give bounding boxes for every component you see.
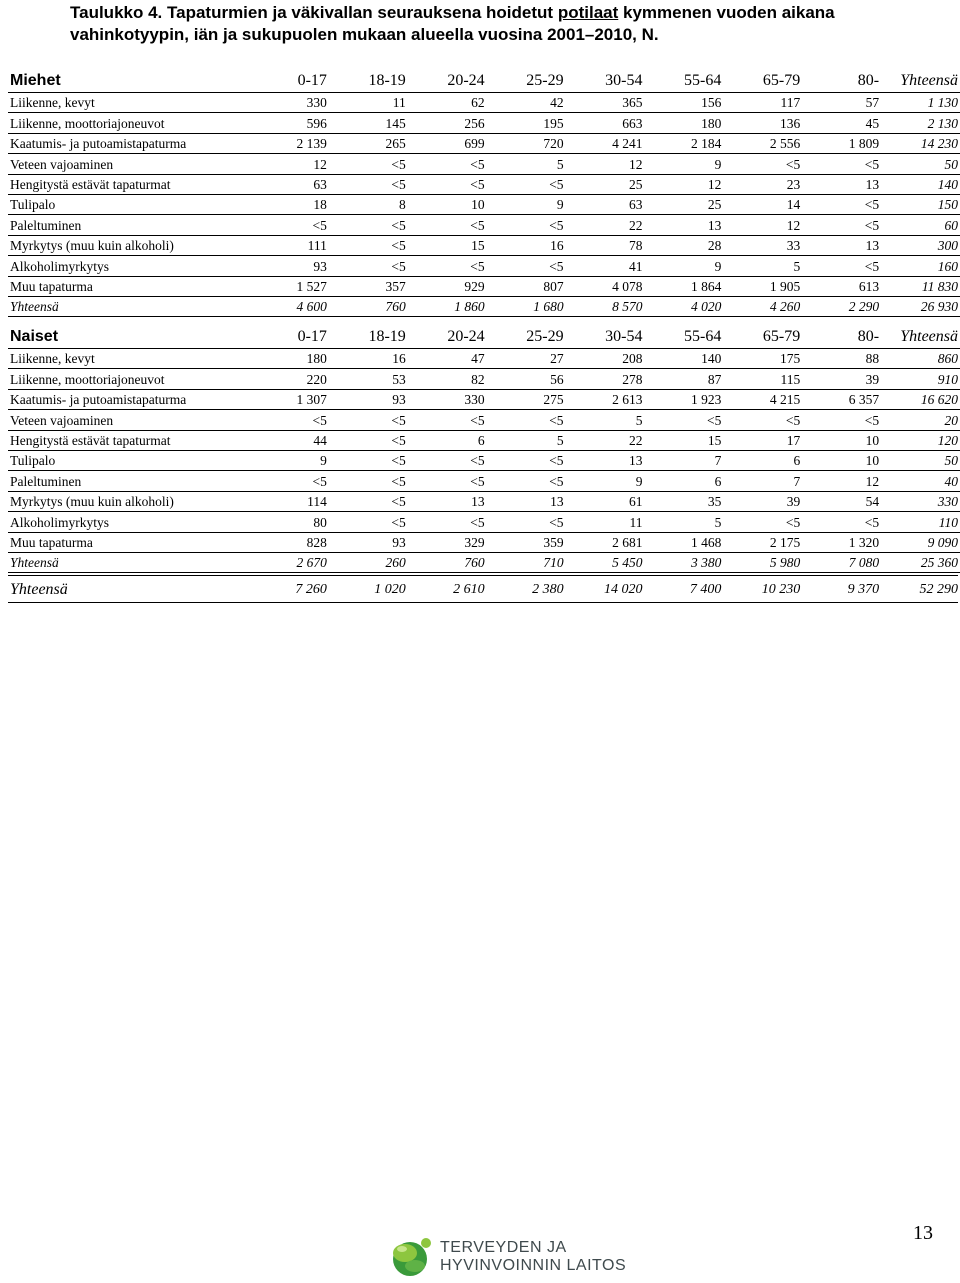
table-cell: <5 bbox=[258, 410, 337, 430]
table-cell: 910 bbox=[889, 369, 960, 389]
table-cell: 12 bbox=[810, 471, 889, 491]
table-cell: <5 bbox=[416, 450, 495, 470]
row-label: Liikenne, kevyt bbox=[8, 93, 258, 113]
grand-total-bottom-rule bbox=[8, 602, 958, 603]
table-row bbox=[8, 113, 960, 133]
table-cell: 88 bbox=[810, 349, 889, 369]
table-cell: 330 bbox=[416, 389, 495, 409]
table-cell: 61 bbox=[574, 491, 653, 511]
table-cell: 47 bbox=[416, 349, 495, 369]
table-cell: 60 bbox=[889, 215, 960, 235]
table-cell: 18-19 bbox=[337, 68, 416, 93]
table-cell: 2 184 bbox=[652, 133, 731, 153]
table-cell: <5 bbox=[258, 471, 337, 491]
table-cell: 208 bbox=[574, 349, 653, 369]
table-cell: 828 bbox=[258, 532, 337, 552]
table-cell: <5 bbox=[810, 256, 889, 276]
table-cell: 4 260 bbox=[731, 296, 810, 316]
table-cell: 0-17 bbox=[258, 68, 337, 93]
table-cell: 13 bbox=[810, 174, 889, 194]
table-cell: <5 bbox=[495, 512, 574, 532]
thl-logo-line1: TERVEYDEN JA bbox=[440, 1239, 567, 1256]
table-cell: 7 bbox=[731, 471, 810, 491]
table-cell: 26 930 bbox=[889, 296, 960, 316]
table-cell: 2 130 bbox=[889, 113, 960, 133]
table-cell: 18 bbox=[258, 194, 337, 214]
table-cell: 5 bbox=[495, 154, 574, 174]
table-cell: <5 bbox=[731, 154, 810, 174]
table-row bbox=[8, 154, 960, 174]
table-cell: 11 bbox=[574, 512, 653, 532]
table-cell: 12 bbox=[258, 154, 337, 174]
table-cell: 22 bbox=[574, 215, 653, 235]
table-cell: <5 bbox=[337, 430, 416, 450]
table-cell: 65-79 bbox=[731, 324, 810, 349]
table-cell: 4 215 bbox=[731, 389, 810, 409]
table-cell: 16 bbox=[337, 349, 416, 369]
row-label: Alkoholimyrkytys bbox=[8, 512, 258, 532]
table-cell: 195 bbox=[495, 113, 574, 133]
table-cell: 55-64 bbox=[652, 324, 731, 349]
table-cell: <5 bbox=[495, 450, 574, 470]
table-cell: 20-24 bbox=[416, 68, 495, 93]
table-cell: 663 bbox=[574, 113, 653, 133]
table-cell: 28 bbox=[652, 235, 731, 255]
row-label: Yhteensä bbox=[8, 296, 258, 316]
table-cell: 265 bbox=[337, 133, 416, 153]
table-cell: <5 bbox=[337, 235, 416, 255]
table-cell: 78 bbox=[574, 235, 653, 255]
table-cell: 7 080 bbox=[810, 552, 889, 572]
table-cell: 114 bbox=[258, 491, 337, 511]
table-title bbox=[70, 2, 950, 46]
table-cell: 330 bbox=[889, 491, 960, 511]
table-cell: 6 bbox=[416, 430, 495, 450]
table-cell: 1 307 bbox=[258, 389, 337, 409]
table-cell: 13 bbox=[574, 450, 653, 470]
table-cell: 5 bbox=[652, 512, 731, 532]
table-row bbox=[8, 194, 960, 214]
table-cell: 699 bbox=[416, 133, 495, 153]
table-row bbox=[8, 532, 960, 552]
table-row bbox=[8, 256, 960, 276]
table-cell: 5 bbox=[574, 410, 653, 430]
table-cell: 136 bbox=[731, 113, 810, 133]
table-row bbox=[8, 389, 960, 409]
table-cell: 760 bbox=[337, 296, 416, 316]
table-cell: <5 bbox=[337, 512, 416, 532]
table-cell: <5 bbox=[337, 215, 416, 235]
table-cell: 175 bbox=[731, 349, 810, 369]
table-cell: 1 905 bbox=[731, 276, 810, 296]
table-cell: 120 bbox=[889, 430, 960, 450]
table-cell: 115 bbox=[731, 369, 810, 389]
table-cell: 111 bbox=[258, 235, 337, 255]
table-row bbox=[8, 235, 960, 255]
table-cell: 6 bbox=[731, 450, 810, 470]
table-cell: 14 230 bbox=[889, 133, 960, 153]
table-cell: 25-29 bbox=[495, 68, 574, 93]
table-cell: 10 bbox=[810, 430, 889, 450]
table-cell: 15 bbox=[652, 430, 731, 450]
table-cell: 9 090 bbox=[889, 532, 960, 552]
table-cell: 150 bbox=[889, 194, 960, 214]
table-cell: 1 864 bbox=[652, 276, 731, 296]
table-cell: 13 bbox=[652, 215, 731, 235]
table-cell: 8 570 bbox=[574, 296, 653, 316]
table-cell: 30-54 bbox=[574, 324, 653, 349]
table-cell: <5 bbox=[416, 256, 495, 276]
table-cell: 357 bbox=[337, 276, 416, 296]
table-cell: 220 bbox=[258, 369, 337, 389]
table-cell: <5 bbox=[416, 512, 495, 532]
row-label: Liikenne, moottoriajoneuvot bbox=[8, 369, 258, 389]
table-cell: 260 bbox=[337, 552, 416, 572]
table-cell: 140 bbox=[889, 174, 960, 194]
table-cell: <5 bbox=[416, 154, 495, 174]
table-cell: 329 bbox=[416, 532, 495, 552]
table-cell: <5 bbox=[258, 215, 337, 235]
row-label: Hengitystä estävät tapaturmat bbox=[8, 174, 258, 194]
table-cell: 2 139 bbox=[258, 133, 337, 153]
grand-total-cell: 7 260 bbox=[295, 582, 327, 597]
table-cell: 63 bbox=[258, 174, 337, 194]
row-label: Myrkytys (muu kuin alkoholi) bbox=[8, 491, 258, 511]
table-cell: 93 bbox=[337, 389, 416, 409]
row-label: Veteen vajoaminen bbox=[8, 154, 258, 174]
table-cell: 5 bbox=[495, 430, 574, 450]
table-cell: 45 bbox=[810, 113, 889, 133]
table-cell: 4 600 bbox=[258, 296, 337, 316]
table-cell: 145 bbox=[337, 113, 416, 133]
table-cell: 278 bbox=[574, 369, 653, 389]
table-cell: <5 bbox=[495, 471, 574, 491]
table-cell: <5 bbox=[495, 256, 574, 276]
grand-total-label: Yhteensä bbox=[10, 581, 68, 598]
table-cell: 57 bbox=[810, 93, 889, 113]
row-label: Yhteensä bbox=[8, 552, 258, 572]
table-row bbox=[8, 410, 960, 430]
table-cell: 9 bbox=[652, 256, 731, 276]
table-cell: 6 357 bbox=[810, 389, 889, 409]
table-cell: 330 bbox=[258, 93, 337, 113]
table-cell: 25 bbox=[652, 194, 731, 214]
row-label: Kaatumis- ja putoamistapaturma bbox=[8, 389, 258, 409]
table-cell: <5 bbox=[337, 410, 416, 430]
table-cell: 17 bbox=[731, 430, 810, 450]
table-cell: 4 078 bbox=[574, 276, 653, 296]
table-cell: 12 bbox=[574, 154, 653, 174]
row-label: Paleltuminen bbox=[8, 215, 258, 235]
table-cell: 12 bbox=[652, 174, 731, 194]
table-cell: 807 bbox=[495, 276, 574, 296]
table-cell: 7 bbox=[652, 450, 731, 470]
table-cell: <5 bbox=[416, 174, 495, 194]
grand-total-cell: 2 610 bbox=[453, 582, 485, 597]
table-cell: 2 613 bbox=[574, 389, 653, 409]
table-cell: 12 bbox=[731, 215, 810, 235]
grand-total-table bbox=[8, 577, 960, 603]
grand-total-top-rule bbox=[8, 575, 958, 576]
row-label: Alkoholimyrkytys bbox=[8, 256, 258, 276]
table-title-underlined: potilaat bbox=[557, 3, 619, 22]
row-label: Paleltuminen bbox=[8, 471, 258, 491]
table-cell: 110 bbox=[889, 512, 960, 532]
grand-total-cell: 2 380 bbox=[532, 582, 564, 597]
table-cell: 1 320 bbox=[810, 532, 889, 552]
table-cell: 300 bbox=[889, 235, 960, 255]
table-cell: <5 bbox=[810, 154, 889, 174]
table-cell: 4 020 bbox=[652, 296, 731, 316]
page-number: 13 bbox=[913, 1222, 933, 1244]
table-cell: <5 bbox=[495, 174, 574, 194]
table-cell: 82 bbox=[416, 369, 495, 389]
table-cell: 13 bbox=[495, 491, 574, 511]
table-row bbox=[8, 349, 960, 369]
table-total-row bbox=[8, 552, 960, 572]
thl-logo-text bbox=[440, 1239, 626, 1275]
table-cell: <5 bbox=[337, 471, 416, 491]
table-cell: <5 bbox=[337, 256, 416, 276]
table-cell: <5 bbox=[810, 512, 889, 532]
table-title-part1: Taulukko 4. Tapaturmien ja väkivallan seurauksena hoidetut bbox=[70, 3, 558, 22]
table-cell: <5 bbox=[495, 215, 574, 235]
table-cell: 1 130 bbox=[889, 93, 960, 113]
table-cell: 160 bbox=[889, 256, 960, 276]
table-cell: 3 380 bbox=[652, 552, 731, 572]
table-cell: 80 bbox=[258, 512, 337, 532]
table-cell: 40 bbox=[889, 471, 960, 491]
table-cell: 1 468 bbox=[652, 532, 731, 552]
table-cell: Yhteensä bbox=[889, 68, 960, 93]
table-cell: <5 bbox=[337, 450, 416, 470]
grand-total-row bbox=[8, 577, 960, 603]
table-cell: 256 bbox=[416, 113, 495, 133]
table-cell: 14 bbox=[731, 194, 810, 214]
row-label: Myrkytys (muu kuin alkoholi) bbox=[8, 235, 258, 255]
table-cell: 8 bbox=[337, 194, 416, 214]
table-cell: 13 bbox=[416, 491, 495, 511]
table-cell: <5 bbox=[810, 194, 889, 214]
table-cell: 22 bbox=[574, 430, 653, 450]
row-label: Hengitystä estävät tapaturmat bbox=[8, 430, 258, 450]
table-cell: <5 bbox=[337, 491, 416, 511]
table-cell: 720 bbox=[495, 133, 574, 153]
table-cell: 156 bbox=[652, 93, 731, 113]
table-cell: 56 bbox=[495, 369, 574, 389]
table-cell: 54 bbox=[810, 491, 889, 511]
table-cell: 1 527 bbox=[258, 276, 337, 296]
table-cell: 27 bbox=[495, 349, 574, 369]
table-cell: 93 bbox=[258, 256, 337, 276]
table-cell: 35 bbox=[652, 491, 731, 511]
table-cell: 5 980 bbox=[731, 552, 810, 572]
table-cell: 180 bbox=[258, 349, 337, 369]
table-cell: 33 bbox=[731, 235, 810, 255]
table-cell: 93 bbox=[337, 532, 416, 552]
table-cell: 10 bbox=[416, 194, 495, 214]
table-row bbox=[8, 93, 960, 113]
table-row bbox=[8, 430, 960, 450]
table-cell: 4 241 bbox=[574, 133, 653, 153]
table-cell: <5 bbox=[416, 410, 495, 430]
table-row bbox=[8, 276, 960, 296]
table-total-row bbox=[8, 296, 960, 316]
table-cell: <5 bbox=[810, 410, 889, 430]
table-cell: 11 bbox=[337, 93, 416, 113]
table-cell: 613 bbox=[810, 276, 889, 296]
row-label: Liikenne, kevyt bbox=[8, 349, 258, 369]
table-cell: 13 bbox=[810, 235, 889, 255]
table-cell: 23 bbox=[731, 174, 810, 194]
table-row bbox=[8, 512, 960, 532]
table-cell: 53 bbox=[337, 369, 416, 389]
table-cell: 44 bbox=[258, 430, 337, 450]
table-cell: <5 bbox=[731, 512, 810, 532]
table-cell: 80- bbox=[810, 68, 889, 93]
table-cell: 5 450 bbox=[574, 552, 653, 572]
thl-logo bbox=[388, 1235, 648, 1281]
table-cell: 50 bbox=[889, 450, 960, 470]
table-cell: 63 bbox=[574, 194, 653, 214]
table-cell: 2 681 bbox=[574, 532, 653, 552]
table-cell: 39 bbox=[731, 491, 810, 511]
table-cell: 16 bbox=[495, 235, 574, 255]
table-cell: <5 bbox=[337, 154, 416, 174]
table-cell: 1 860 bbox=[416, 296, 495, 316]
grand-total-cell: 10 230 bbox=[761, 582, 801, 597]
row-label: Veteen vajoaminen bbox=[8, 410, 258, 430]
table-cell: 25 bbox=[574, 174, 653, 194]
row-label: Muu tapaturma bbox=[8, 532, 258, 552]
table-cell: 596 bbox=[258, 113, 337, 133]
table-cell: 710 bbox=[495, 552, 574, 572]
table-header-row bbox=[8, 68, 960, 93]
row-label: Tulipalo bbox=[8, 194, 258, 214]
table-cell: 2 175 bbox=[731, 532, 810, 552]
table-row bbox=[8, 133, 960, 153]
row-label: Tulipalo bbox=[8, 450, 258, 470]
table-cell: 80- bbox=[810, 324, 889, 349]
table-cell: <5 bbox=[416, 215, 495, 235]
row-label: Miehet bbox=[8, 68, 258, 93]
grand-total-cell: 52 290 bbox=[919, 582, 959, 597]
table-cell: 42 bbox=[495, 93, 574, 113]
table-cell: 20 bbox=[889, 410, 960, 430]
table-cell: <5 bbox=[337, 174, 416, 194]
table-cell: 2 670 bbox=[258, 552, 337, 572]
table-cell: <5 bbox=[731, 410, 810, 430]
table-cell: <5 bbox=[495, 410, 574, 430]
table-cell: 365 bbox=[574, 93, 653, 113]
thl-globe-logo-icon bbox=[388, 1235, 434, 1281]
table-cell: 18-19 bbox=[337, 324, 416, 349]
table-cell: 9 bbox=[258, 450, 337, 470]
table-cell: 25 360 bbox=[889, 552, 960, 572]
table-cell: 2 290 bbox=[810, 296, 889, 316]
row-label: Naiset bbox=[8, 324, 258, 349]
table-row bbox=[8, 450, 960, 470]
table-cell: 275 bbox=[495, 389, 574, 409]
table-cell: 860 bbox=[889, 349, 960, 369]
table-cell: 140 bbox=[652, 349, 731, 369]
table-cell: 41 bbox=[574, 256, 653, 276]
table-cell: 15 bbox=[416, 235, 495, 255]
women-table bbox=[8, 324, 960, 573]
row-label: Liikenne, moottoriajoneuvot bbox=[8, 113, 258, 133]
grand-total-cell: 14 020 bbox=[603, 582, 643, 597]
men-table bbox=[8, 68, 960, 317]
table-cell: 2 556 bbox=[731, 133, 810, 153]
table-cell: 9 bbox=[495, 194, 574, 214]
table-title-part2: kymmenen vuoden aikana vahinkotyypin, iän ja sukupuolen mukaan alueella vuosina 2001–2010, N. bbox=[70, 3, 835, 44]
table-cell: 9 bbox=[574, 471, 653, 491]
table-cell: 50 bbox=[889, 154, 960, 174]
grand-total-cell: 9 370 bbox=[847, 582, 880, 597]
table-cell: 180 bbox=[652, 113, 731, 133]
table-cell: 929 bbox=[416, 276, 495, 296]
table-cell: 62 bbox=[416, 93, 495, 113]
table-cell: <5 bbox=[810, 215, 889, 235]
table-cell: 1 809 bbox=[810, 133, 889, 153]
grand-total-cell: 1 020 bbox=[374, 582, 406, 597]
table-cell: 11 830 bbox=[889, 276, 960, 296]
table-row bbox=[8, 369, 960, 389]
table-cell: 5 bbox=[731, 256, 810, 276]
table-header-row bbox=[8, 324, 960, 349]
table-cell: 6 bbox=[652, 471, 731, 491]
table-cell: 65-79 bbox=[731, 68, 810, 93]
row-label: Kaatumis- ja putoamistapaturma bbox=[8, 133, 258, 153]
table-cell: 16 620 bbox=[889, 389, 960, 409]
table-cell: 10 bbox=[810, 450, 889, 470]
table-cell: <5 bbox=[416, 471, 495, 491]
table-cell: 25-29 bbox=[495, 324, 574, 349]
table-cell: 87 bbox=[652, 369, 731, 389]
table-cell: 359 bbox=[495, 532, 574, 552]
table-cell: 1 680 bbox=[495, 296, 574, 316]
table-cell: <5 bbox=[652, 410, 731, 430]
table-row bbox=[8, 174, 960, 194]
table-cell: 1 923 bbox=[652, 389, 731, 409]
thl-logo-line2: HYVINVOINNIN LAITOS bbox=[440, 1257, 627, 1274]
table-row bbox=[8, 491, 960, 511]
table-cell: 117 bbox=[731, 93, 810, 113]
table-cell: 30-54 bbox=[574, 68, 653, 93]
table-row bbox=[8, 471, 960, 491]
grand-total-cell: 7 400 bbox=[689, 582, 722, 597]
table-cell: 55-64 bbox=[652, 68, 731, 93]
table-cell: Yhteensä bbox=[889, 324, 960, 349]
table-cell: 39 bbox=[810, 369, 889, 389]
row-label: Muu tapaturma bbox=[8, 276, 258, 296]
table-row bbox=[8, 215, 960, 235]
table-cell: 760 bbox=[416, 552, 495, 572]
table-cell: 20-24 bbox=[416, 324, 495, 349]
table-cell: 0-17 bbox=[258, 324, 337, 349]
table-cell: 9 bbox=[652, 154, 731, 174]
